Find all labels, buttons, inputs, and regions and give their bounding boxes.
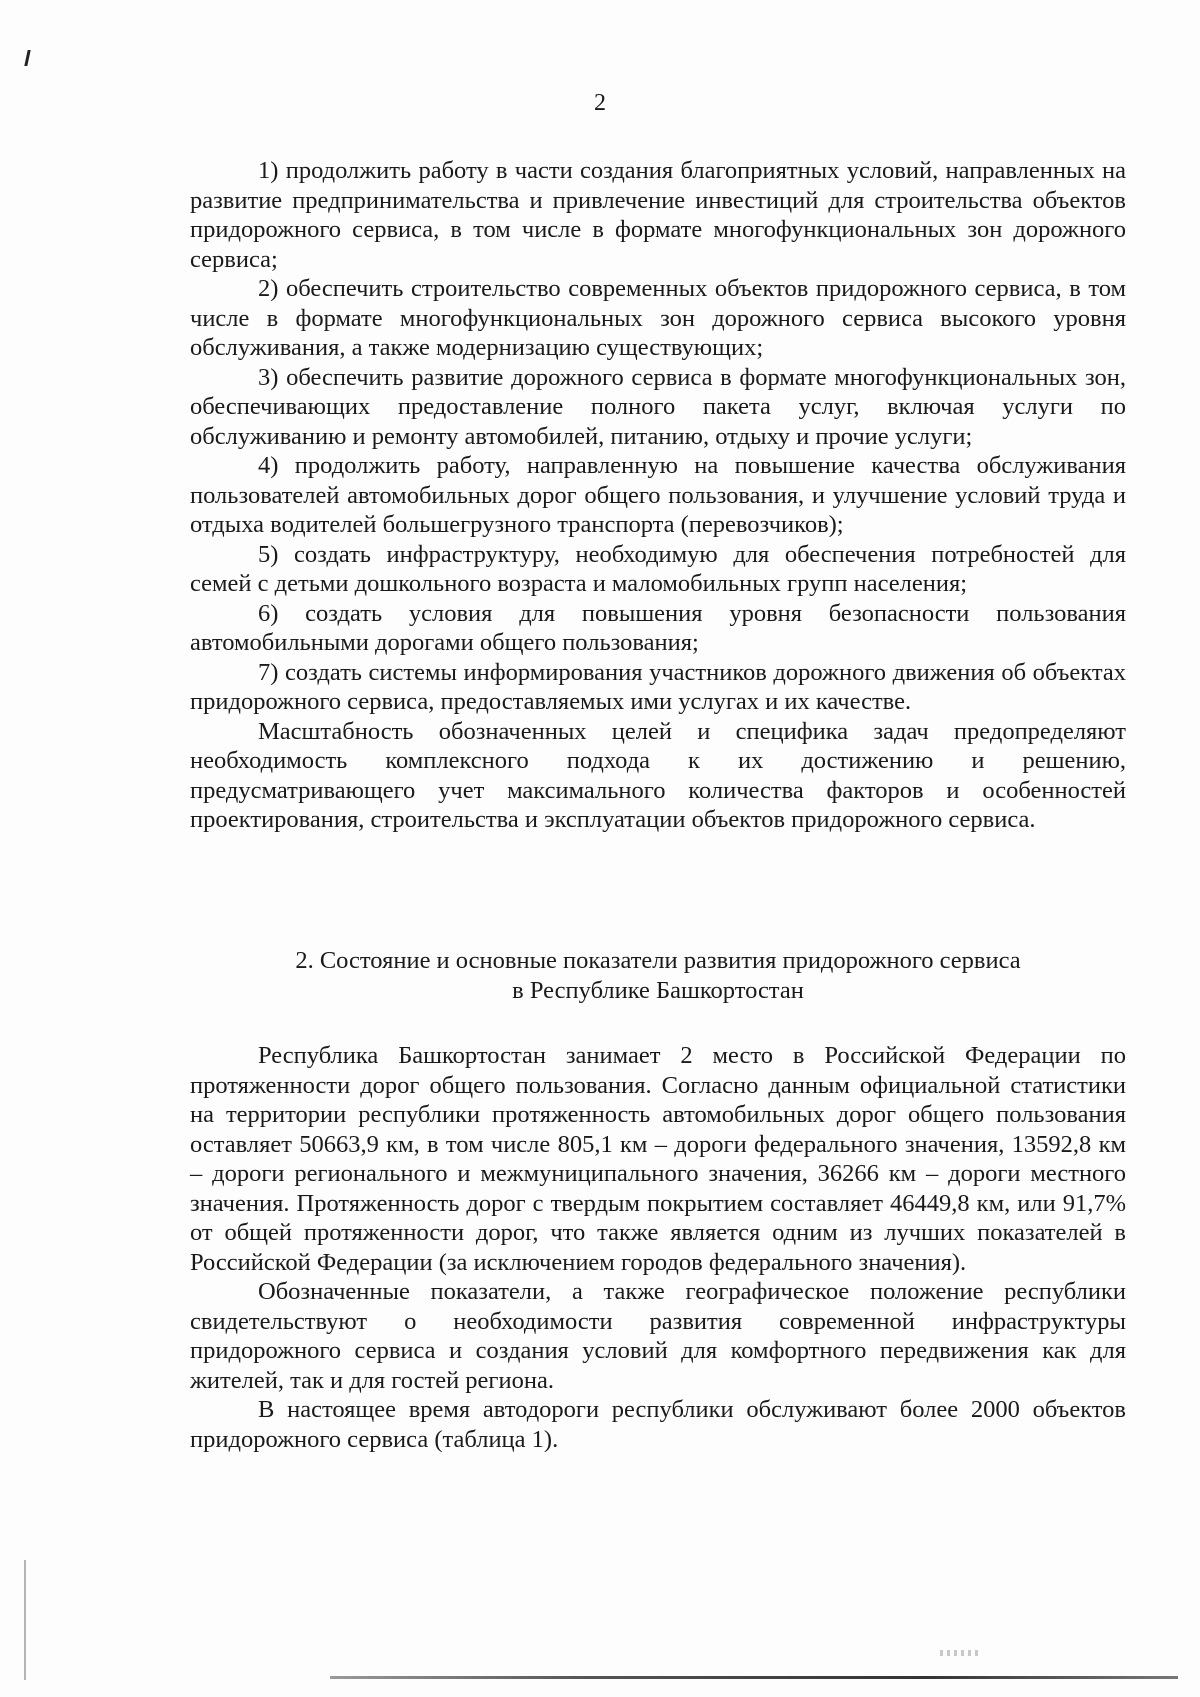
intro-text-block <box>190 156 1126 835</box>
page-number: 2 <box>594 90 606 116</box>
bottom-rule <box>330 1676 1178 1679</box>
list-item-4: 4) продолжить работу, направленную на повышение качества обслуживания пользователей автомобильных дорог общего пользования, и улучшение условий труда и отдыха водителей большегрузного транспорта (перевозчиков); <box>190 452 1126 538</box>
scan-artifact-mark <box>24 50 30 66</box>
list-item-2: 2) обеспечить строительство современных объектов придорожного сервиса, в том числе в формате многофункциональных зон дорожного сервиса высокого уровня обслуживания, а также модернизацию существующих; <box>190 275 1126 361</box>
summary-paragraph: Масштабность обозначенных целей и специфика задач предопределяют необходимость комплексного подхода к их достижению и решению, предусматривающего учет максимального количества факторов и особенностей проектирования, строительства и эксплуатации объектов придорожного сервиса. <box>190 717 1126 833</box>
list-item-5: 5) создать инфраструктуру, необходимую для обеспечения потребностей для семей с детьми дошкольного возраста и маломобильных групп населения; <box>190 540 1126 597</box>
list-item-1: 1) продолжить работу в части создания благоприятных условий, направленных на развитие предпринимательства и привлечение инвестиций для строительства объектов придорожного сервиса, в том числе в формате многофункциональных зон дорожного сервиса; <box>190 157 1126 273</box>
scan-edge-line <box>24 1560 26 1680</box>
list-item-3: 3) обеспечить развитие дорожного сервиса в формате многофункциональных зон, обеспечивающих предоставление полного пакета услуг, включая услуги по обслуживанию и ремонту автомобилей, питанию, отдыху и прочие услуги; <box>190 363 1126 450</box>
list-item-7: 7) создать системы информирования участников дорожного движения об объектах придорожного сервиса, предоставляемых ими услугах и их качестве. <box>190 658 1126 715</box>
section-heading-line-1: 2. Состояние и основные показатели развития придорожного сервиса <box>295 947 1021 974</box>
section-paragraph-3: В настоящее время автодороги республики обслуживают более 2000 объектов придорожного сервиса (таблица 1). <box>190 1396 1126 1453</box>
section-heading <box>190 946 1126 1005</box>
list-item-6: 6) создать условия для повышения уровня безопасности пользования автомобильными дорогами общего пользования; <box>190 599 1126 656</box>
section-text-block <box>190 1041 1126 1454</box>
section-heading-line-2: в Республике Башкортостан <box>512 976 804 1004</box>
section-paragraph-2: Обозначенные показатели, а также географическое положение республики свидетельствуют о необходимости развития современной инфраструктуры придорожного сервиса и создания условий для комфортного передвижения как для жителей, так и для гостей региона. <box>190 1278 1126 1394</box>
scan-speck <box>940 1650 978 1656</box>
section-paragraph-1: Республика Башкортостан занимает 2 место в Российской Федерации по протяженности дорог общего пользования. Согласно данным официальной статистики на территории республики протяженность автомобильных дорог общего пользования оставляет 50663,9 км, в том числе 805,1 км – дороги федерального значения, 13592,8 км – дороги регионального и межмуниципального значения, 36266 км – дороги местного значения. Протяженность дорог с твердым покрытием составляет 46449,8 км, или 91,7% от общей протяженности дорог, что также является одним из лучших показателей в Российской Федерации (за исключением городов федерального значения). <box>190 1042 1126 1276</box>
